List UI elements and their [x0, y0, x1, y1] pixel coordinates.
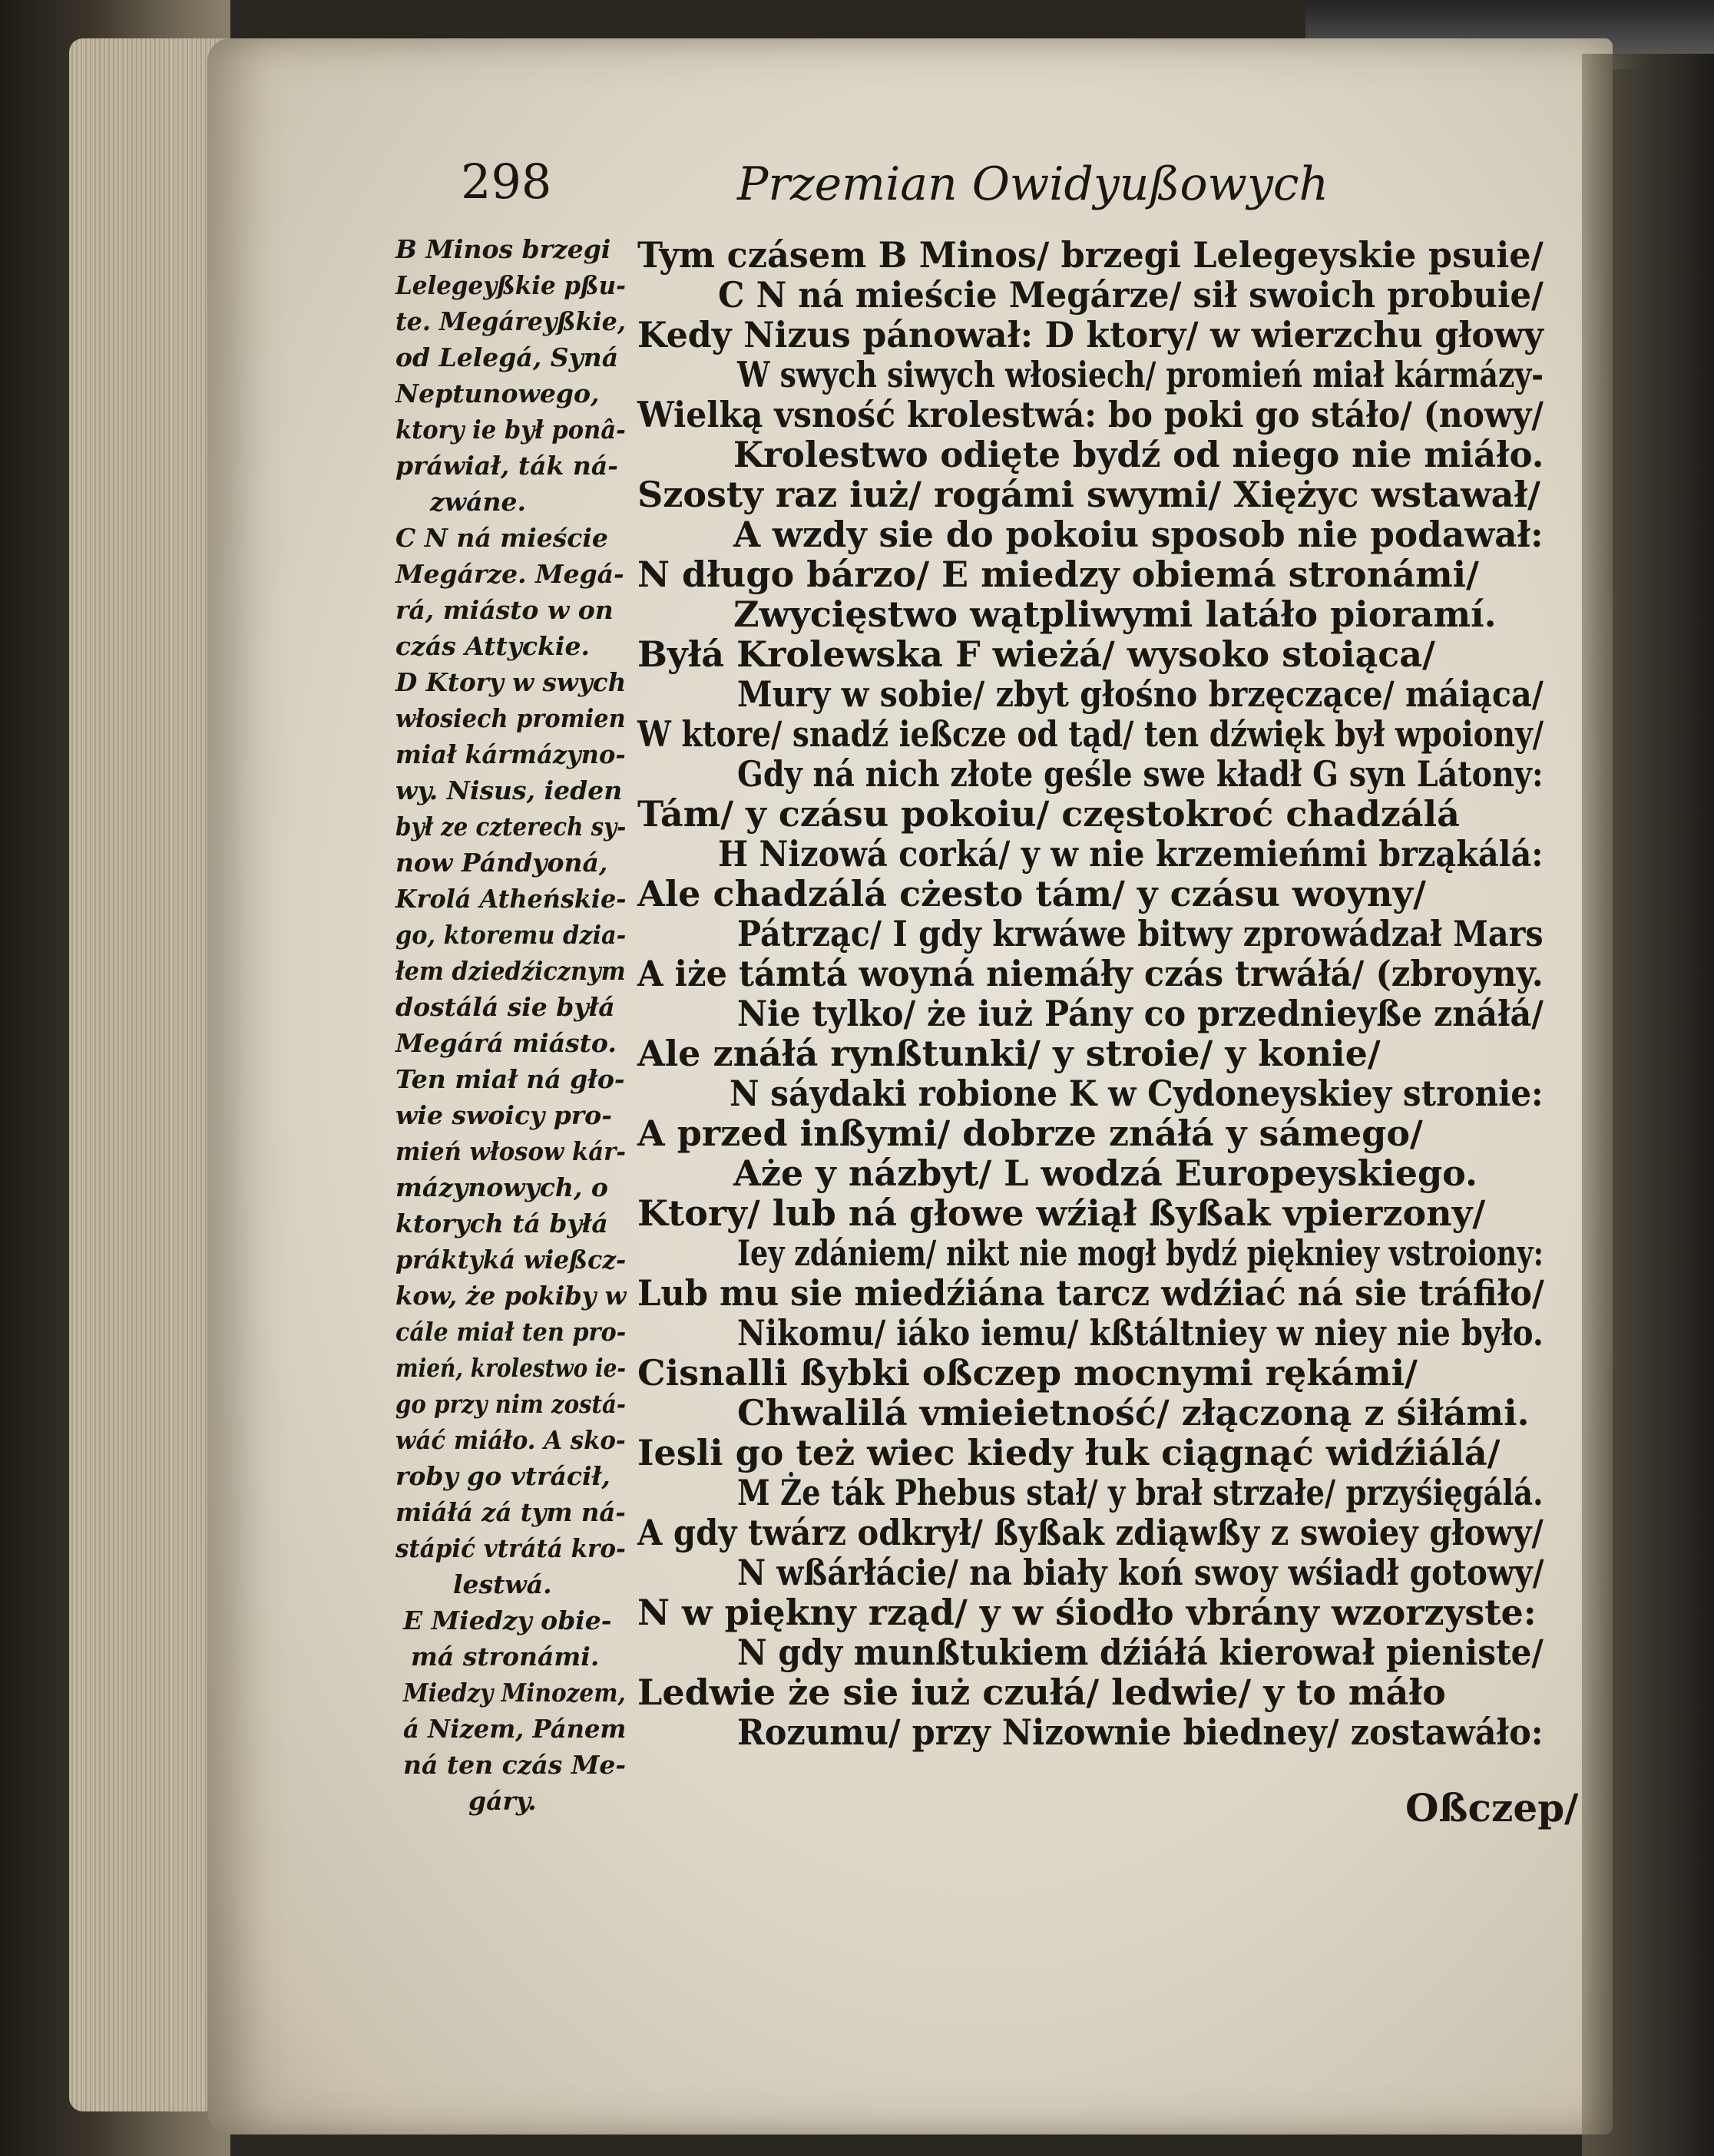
verse-line: Ktory/ lub ná głowe wźiął ßyßak vpierzony/ [637, 1192, 1486, 1234]
verse-line: Ledwie że sie iuż czułá/ ledwie/ y to máło [637, 1672, 1446, 1713]
verse-line: Byłá Krolewska F wieżá/ wysoko stoiąca/ [637, 633, 1435, 675]
verse-line: Cisnalli ßybki oßczep mocnymi rękámi/ [637, 1352, 1418, 1394]
margin-note-line: cále miał ten pro- [395, 1317, 627, 1347]
verse-line: A gdy twárz odkrył/ ßyßak zdiąwßy z swoiey głowy/ [637, 1512, 1544, 1553]
margin-note-line: práktyká wießcz- [395, 1245, 627, 1275]
verse-line: A iże támtá woyná niemáły czás trwáłá/ (zbroyny. [637, 953, 1544, 994]
verse-line: Gdy ná nich złote geśle swe kładł G syn Látony: [737, 753, 1544, 795]
running-head: Przemian Owidyußowych [737, 157, 1329, 211]
margin-note-line: włosiech promien [395, 703, 626, 733]
verse-line: N długo bárzo/ E miedzy obiemá stronámi/ [637, 554, 1479, 595]
margin-note-line: roby go vtrácił, [395, 1461, 610, 1491]
verse-line: A wzdy sie do pokoiu sposob nie podawał: [733, 514, 1544, 555]
verse-line: Iey zdániem/ nikt nie mogł bydź piękniey vstroiony: [737, 1232, 1544, 1274]
margin-note-line: Neptunowego, [395, 379, 600, 408]
verse-line: Rozumu/ przy Nizownie biedney/ zostawáło: [737, 1711, 1544, 1753]
catchword: Oßczep/ [1405, 1785, 1579, 1830]
margin-note-line: Lelegeyßkie pßu- [395, 270, 626, 300]
margin-note-line: mázynowych, o [395, 1172, 608, 1202]
verse-line: H Nizowá corká/ y w nie krzemieńmi brząkálá: [718, 833, 1544, 875]
verse-line: N w piękny rząd/ y w śiodło vbrány wzorzyste: [637, 1592, 1537, 1633]
margin-note-line: C N ná mieście [395, 523, 608, 553]
margin-note-line: wy. Nisus, ieden [395, 775, 623, 805]
margin-note-line: ktory ie był ponâ- [395, 415, 626, 445]
verse-line: Chwalilá vmieietność/ złączoną z śiłámi. [737, 1392, 1530, 1433]
margin-note-line: B Minos brzegi [395, 234, 611, 264]
margin-note-line: lestwá. [453, 1569, 552, 1599]
verse-line: Nikomu/ iáko iemu/ kßtáltniey w niey nie było. [737, 1312, 1544, 1354]
margin-note-line: był ze czterech sy- [395, 812, 627, 842]
margin-note-line: mień włosow kár- [395, 1136, 626, 1166]
verse-line: Szosty raz iuż/ rogámi swymi/ Xiężyc wstawał/ [637, 474, 1540, 515]
margin-note-line: rá, miásto w on [395, 595, 614, 625]
verse-line: Iesli go też wiec kiedy łuk ciągnąć widźiálá/ [637, 1432, 1501, 1473]
verse-line: Mury w sobie/ zbyt głośno brzęczące/ máiąca/ [737, 673, 1544, 715]
margin-note-line: má stronámi. [411, 1642, 600, 1672]
verse-line: Lub mu sie miedźiána tarcz wdźiać ná sie tráfiło/ [637, 1272, 1544, 1314]
verse-line: Ale chadzálá cżesto tám/ y czásu woyny/ [637, 873, 1426, 914]
margin-note-line: now Pándyoná, [395, 848, 608, 878]
verse-line: Aże y názbyt/ L wodzá Europeyskiego. [733, 1152, 1478, 1194]
verse-line: C N ná mieście Megárze/ sił swoich probuie/ [718, 274, 1544, 316]
margin-note-line: Megárá miásto. [395, 1028, 617, 1058]
margin-note-line: miáłá zá tym ná- [395, 1497, 626, 1527]
margin-note-line: Miedzy Minozem, [403, 1678, 626, 1708]
margin-note-line: á Nizem, Pánem [403, 1714, 627, 1744]
margin-note-line: miał kármázyno- [395, 739, 626, 769]
book-gutter [1582, 54, 1714, 2156]
margin-note-line: E Miedzy obie- [403, 1605, 612, 1635]
margin-note-line: od Lelegá, Syná [395, 342, 619, 372]
verse-line: Wielką vsność krolestwá: bo poki go stáło/ (nowy/ [637, 394, 1544, 435]
verse-line: W swych siwych włosiech/ promień miał kármázy- [737, 354, 1544, 395]
verse-line: Tym czásem B Minos/ brzegi Lelegeyskie psuie/ [637, 234, 1544, 276]
margin-note-line: gáry. [468, 1786, 537, 1816]
margin-note-line: Krolá Atheńskie- [395, 884, 627, 914]
margin-note-line: ktorych tá byłá [395, 1209, 608, 1238]
margin-note-line: kow, że pokiby w [395, 1281, 627, 1311]
margin-note-line: Ten miał ná gło- [395, 1064, 625, 1094]
verse-line: Zwycięstwo wątpliwymi latáło pioramí. [733, 594, 1497, 635]
margin-note-line: Megárze. Megá- [395, 559, 624, 589]
margin-note-line: zwáne. [430, 487, 527, 517]
margin-note-line: te. Megáreyßkie, [395, 306, 626, 336]
page-number: 298 [461, 154, 552, 210]
verse-line: Pátrząc/ I gdy krwáwe bitwy zprowádzał Mars [737, 913, 1544, 954]
verse-line: Tám/ y czásu pokoiu/ częstokroć chadzálá [637, 793, 1460, 835]
verse-line: A przed inßymi/ dobrze znáłá y sámego/ [637, 1113, 1423, 1154]
margin-note-line: ná ten czás Me- [403, 1750, 627, 1780]
verse-line: N wßárłácie/ na biały koń swoy wśiadł gotowy/ [737, 1552, 1544, 1593]
verse-line: N gdy munßtukiem dźiáłá kierował pieniste/ [737, 1632, 1544, 1673]
verse-line: Kedy Nizus pánował: D ktory/ w wierzchu głowy [637, 314, 1544, 355]
verse-line: Ale znáłá rynßtunki/ y stroie/ y konie/ [637, 1033, 1381, 1074]
margin-note-line: D Ktory w swych [395, 667, 627, 697]
verse-line: Krolestwo odięte bydź od niego nie miáło. [733, 434, 1544, 475]
verse-line: Nie tylko/ że iuż Pány co przednieyße znáłá/ [737, 993, 1544, 1034]
margin-note-line: práwiał, ták ná- [395, 451, 618, 481]
margin-note-line: go przy nim zostá- [395, 1389, 627, 1419]
verse-line: W ktore/ snadź ießcze od tąd/ ten dźwięk był wpoiony/ [637, 713, 1544, 755]
margin-note-line: stápić vtrátá kro- [395, 1533, 626, 1563]
margin-note-line: łem dziedźicznym [395, 956, 626, 986]
margin-note-line: wie swoicy pro- [395, 1100, 612, 1130]
verse-line: M Że ták Phebus stał/ y brał strzałe/ przyśięgálá. [737, 1472, 1544, 1513]
margin-note-line: go, ktoremu dzia- [395, 920, 627, 950]
verse-line: N sáydaki robione K w Cydoneyskiey stronie: [730, 1073, 1544, 1114]
margin-note-line: czás Attyckie. [395, 631, 590, 661]
margin-note-line: mień, krolestwo ie- [395, 1353, 626, 1383]
margin-note-line: wáć miáło. A sko- [395, 1425, 626, 1455]
margin-note-line: dostálá sie byłá [395, 992, 615, 1022]
